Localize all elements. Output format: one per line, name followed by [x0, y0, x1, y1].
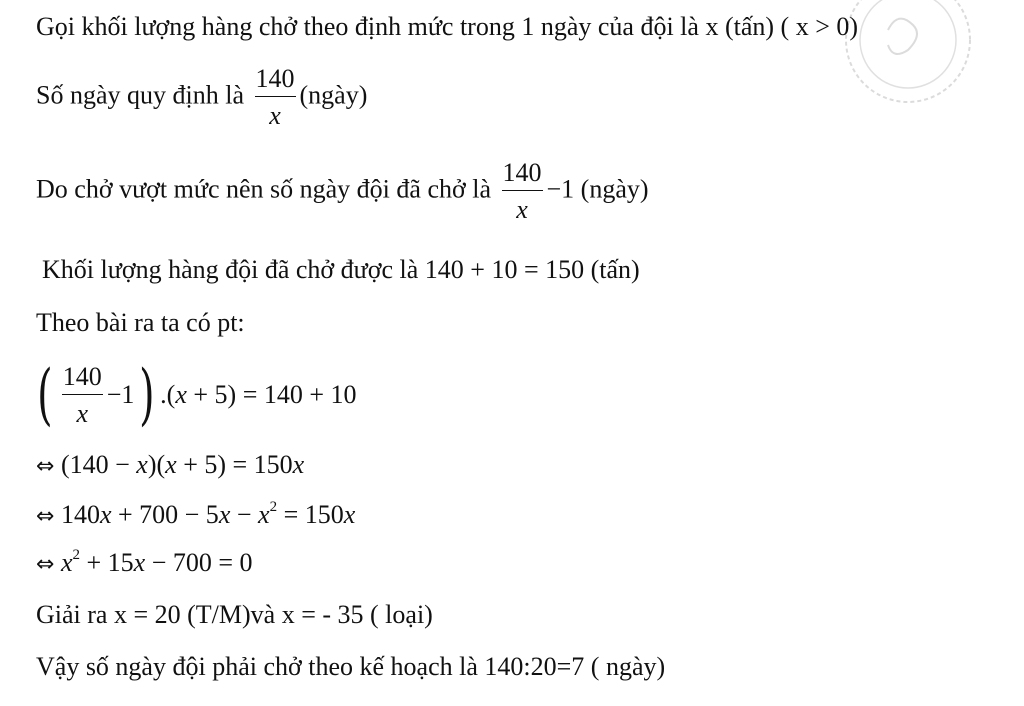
math-token: = 150: [277, 500, 344, 529]
conclusion-text: Vậy số ngày đội phải chở theo kế hoạch là 140:20=7 ( ngày): [36, 652, 666, 681]
fraction-denominator: x: [76, 398, 89, 428]
fraction-numerator: 140: [62, 364, 103, 395]
equivalent-icon: ⇔: [36, 454, 55, 479]
days-actual-label: Do chở vượt mức nên số ngày đội đã chở là: [36, 174, 491, 204]
math-token: x: [218, 500, 231, 529]
math-token: + 700 − 5: [111, 500, 219, 529]
math-token: x: [343, 500, 356, 529]
equation-1: [32, 356, 357, 433]
math-token: x: [136, 450, 148, 479]
math-token: 2: [72, 547, 80, 563]
math-token: x: [165, 450, 177, 479]
solution-line: [36, 602, 433, 628]
math-token: 2: [269, 499, 278, 515]
math-token: x: [99, 500, 112, 529]
math-token: 140: [54, 500, 100, 529]
equation-4: [36, 548, 253, 576]
math-token: x: [133, 548, 146, 577]
days-planned-line: [36, 66, 367, 129]
equivalent-icon: ⇔: [36, 504, 55, 529]
eq1-rhs: + 5) = 140 + 10: [186, 380, 357, 409]
fraction-140-over-x: [62, 361, 103, 428]
solution-text: Giải ra x = 20 (T/M)và x = - 35 ( loại): [36, 600, 433, 629]
left-paren: (: [37, 356, 53, 433]
equivalent-icon: ⇔: [36, 552, 55, 577]
equation-3: [36, 500, 355, 528]
math-token: x: [258, 500, 270, 529]
math-token: −: [230, 500, 259, 529]
intro-text: Gọi khối lượng hàng chở theo định mức trong 1 ngày của đội là x (tấn) ( x > 0): [36, 12, 859, 41]
eq1-minus-one: −1: [106, 380, 135, 409]
fraction-140-over-x: [502, 160, 543, 223]
equation-intro-line: [36, 310, 245, 336]
fraction-140-over-x: [255, 66, 296, 129]
equation-intro-text: Theo bài ra ta có pt:: [36, 308, 245, 337]
days-planned-label: Số ngày quy định là: [36, 80, 244, 110]
math-token: − 700 = 0: [145, 548, 253, 577]
eq1-dot: .(: [160, 380, 176, 409]
eq1-var-x: x: [175, 380, 187, 409]
goods-total-line: [42, 257, 640, 283]
days-actual-line: [36, 160, 649, 223]
conclusion-line: [36, 654, 665, 680]
math-token: )(: [147, 450, 166, 479]
days-actual-tail: −1 (ngày): [546, 174, 649, 204]
right-paren: ): [139, 356, 156, 433]
fraction-denominator: x: [269, 101, 281, 130]
math-token: + 5) = 150: [176, 450, 293, 479]
math-token: x: [60, 548, 73, 577]
intro-line: [36, 14, 858, 40]
fraction-denominator: x: [516, 195, 528, 224]
math-token: + 15: [79, 548, 134, 577]
equation-2: [36, 452, 304, 478]
days-unit: (ngày): [299, 80, 368, 110]
goods-total-text: Khối lượng hàng đội đã chở được là 140 + 10 = 150 (tấn): [42, 255, 640, 284]
math-token: (140 −: [54, 450, 137, 479]
fraction-numerator: 140: [255, 66, 296, 97]
math-token: x: [292, 450, 305, 479]
fraction-numerator: 140: [502, 160, 543, 191]
